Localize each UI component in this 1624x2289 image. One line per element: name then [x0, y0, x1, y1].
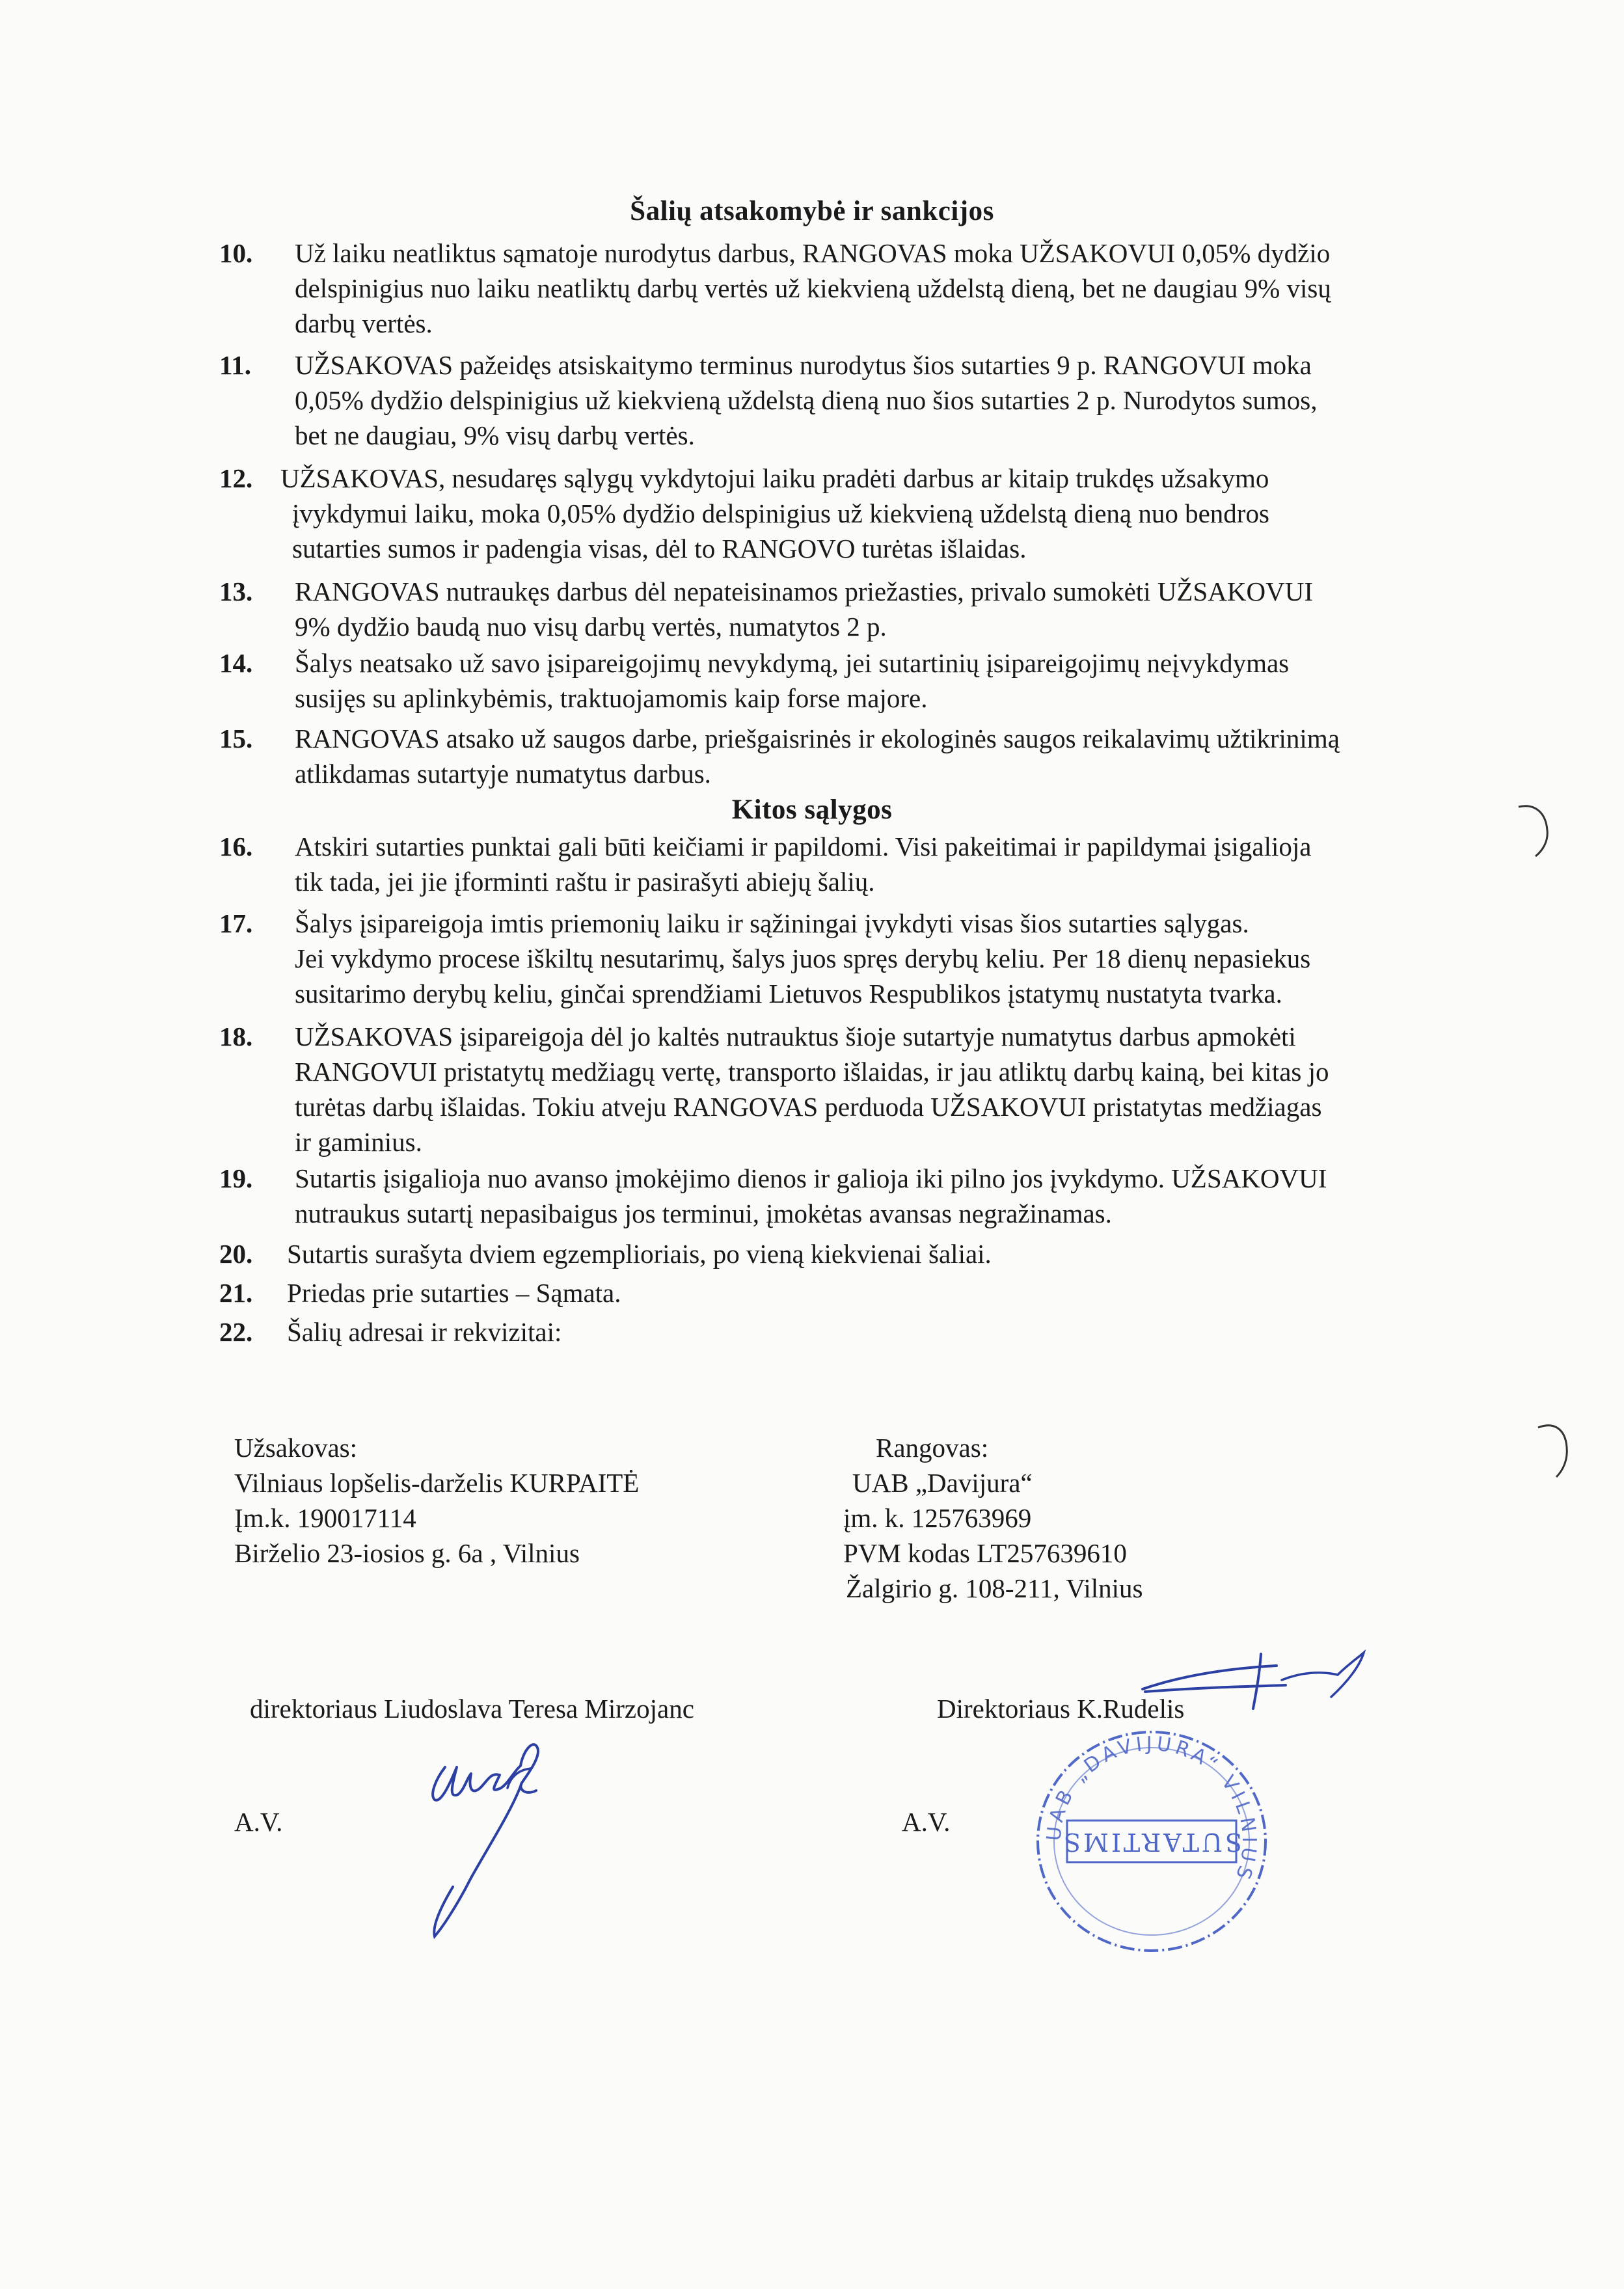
- contractor-name: UAB „Davijura“: [852, 1468, 1033, 1498]
- clause-line: Šalių adresai ir rekvizitai:: [287, 1317, 562, 1347]
- clause-body: [295, 1019, 1329, 1159]
- clause-line: Sutartis įsigalioja nuo avanso įmokėjimo dienos ir galioja iki pilno jos įvykdymo. UŽSAKOVUI: [295, 1163, 1327, 1193]
- clause-number: 12.: [219, 463, 253, 493]
- client-name: Vilniaus lopšelis-darželis KURPAITĖ: [234, 1468, 640, 1498]
- clause-body: [295, 721, 1340, 791]
- clause-number: 10.: [219, 238, 253, 268]
- section-heading-liability: Šalių atsakomybė ir sankcijos: [630, 196, 994, 226]
- clause-line: Už laiku neatliktus sąmatoje nurodytus darbus, RANGOVAS moka UŽSAKOVUI 0,05% dydžio: [295, 238, 1331, 268]
- clause-line: ir gaminius.: [295, 1127, 422, 1157]
- client-signature: [403, 1731, 573, 1945]
- clause-body: [280, 461, 1269, 566]
- clause-body: [295, 906, 1310, 1011]
- clause-number: 13.: [219, 576, 253, 606]
- clause-line: RANGOVUI pristatytų medžiagų vertę, transporto išlaidas, ir jau atliktų darbų kainą, bei kitas jo: [295, 1057, 1329, 1087]
- contractor-vat: PVM kodas LT257639610: [843, 1538, 1127, 1568]
- contractor-code: įm. k. 125763969: [843, 1503, 1032, 1533]
- clause-line: Jei vykdymo procese iškiltų nesutarimų, šalys juos spręs derybų keliu. Per 18 dienų nepasiekus: [295, 943, 1311, 973]
- stamp-center-text: SUTARTIMS: [1061, 1828, 1243, 1856]
- client-details: [234, 1430, 639, 1571]
- clause-body: [295, 1161, 1327, 1231]
- client-stamp-label: A.V.: [234, 1807, 283, 1837]
- clause-number: 22.: [219, 1317, 253, 1347]
- clause-number: 15.: [219, 724, 253, 753]
- clause-body: [295, 347, 1317, 453]
- contractor-role: Rangovas:: [876, 1433, 989, 1463]
- clause-body: [295, 645, 1289, 716]
- clause-line: UŽSAKOVAS įsipareigoja dėl jo kaltės nutrauktus šioje sutartyje numatytus darbus apmokėti: [295, 1022, 1296, 1051]
- clause-line: tik tada, jei jie įforminti raštu ir pasirašyti abiejų šalių.: [295, 867, 875, 897]
- clause-body: [295, 236, 1331, 341]
- clause-number: 16.: [219, 832, 253, 861]
- clause-line: Priedas prie sutarties – Sąmata.: [287, 1278, 621, 1308]
- contractor-signatory: Direktoriaus K.Rudelis: [937, 1694, 1185, 1724]
- section-heading-other: Kitos sąlygos: [731, 794, 893, 825]
- clause-line: turėtas darbų išlaidas. Tokiu atveju RANGOVAS perduoda UŽSAKOVUI pristatytas medžiagas: [295, 1092, 1322, 1122]
- clause-line: 0,05% dydžio delspinigius už kiekvieną uždelstą dieną nuo šios sutarties 2 p. Nurodytos sumos,: [295, 385, 1318, 415]
- clause-line: susijęs su aplinkybėmis, traktuojamomis kaip forse majore.: [295, 683, 928, 713]
- clause-line: darbų vertės.: [295, 308, 433, 338]
- stamp-outer-text: UAB „DAVIJURA“ VILNIUS: [1042, 1732, 1261, 1886]
- clause-line: RANGOVAS atsako už saugos darbe, priešgaisrinės ir ekologinės saugos reikalavimų užtikrinimą: [295, 724, 1340, 753]
- clause-body: [295, 829, 1311, 899]
- clause-line: UŽSAKOVAS, nesudaręs sąlygų vykdytojui laiku pradėti darbus ar kitaip trukdęs užsakymo: [280, 463, 1269, 493]
- clause-body: [287, 1236, 992, 1271]
- clause-line: UŽSAKOVAS pažeidęs atsiskaitymo terminus nurodytus šios sutarties 9 p. RANGOVUI moka: [295, 350, 1312, 380]
- clause-body: [295, 574, 1313, 644]
- clause-line: RANGOVAS nutraukęs darbus dėl nepateisinamos priežasties, privalo sumokėti UŽSAKOVUI: [295, 576, 1313, 606]
- clause-line: susitarimo derybų keliu, ginčai sprendžiami Lietuvos Respublikos įstatymų nustatyta tvarka.: [295, 979, 1282, 1009]
- contractor-signature: [1132, 1646, 1373, 1718]
- clause-body: [287, 1275, 621, 1310]
- clause-line: 9% dydžio baudą nuo visų darbų vertės, numatytos 2 p.: [295, 612, 887, 642]
- clause-line: įvykdymui laiku, moka 0,05% dydžio delspinigius už kiekvieną uždelstą dieną nuo bendros: [292, 498, 1269, 528]
- company-stamp: [1022, 1718, 1282, 1965]
- client-role: Užsakovas:: [234, 1433, 358, 1463]
- clause-number: 17.: [219, 908, 253, 938]
- clause-line: delspinigius nuo laiku neatliktų darbų vertės už kiekvieną uždelstą dieną, bet ne daugiau 9% visų: [295, 273, 1331, 303]
- clause-line: bet ne daugiau, 9% visų darbų vertės.: [295, 420, 695, 450]
- clause-line: Sutartis surašyta dviem egzemplioriais, po vieną kiekvienai šaliai.: [287, 1239, 992, 1269]
- clause-number: 19.: [219, 1163, 253, 1193]
- clause-line: atlikdamas sutartyje numatytus darbus.: [295, 759, 711, 789]
- clause-line: sutarties sumos ir padengia visas, dėl to RANGOVO turėtas išlaidas.: [292, 534, 1027, 563]
- client-code: Įm.k. 190017114: [234, 1503, 416, 1533]
- contractor-address: Žalgirio g. 108-211, Vilnius: [846, 1573, 1143, 1603]
- clause-number: 18.: [219, 1022, 253, 1051]
- clause-line: Atskiri sutarties punktai gali būti keičiami ir papildomi. Visi pakeitimai ir papildymai įsigalioja: [295, 832, 1312, 861]
- contractor-stamp-label: A.V.: [902, 1807, 951, 1837]
- clause-line: nutraukus sutartį nepasibaigus jos terminui, įmokėtas avansas negražinamas.: [295, 1199, 1112, 1228]
- punch-hole-mark: [1516, 800, 1555, 878]
- clause-line: Šalys neatsako už savo įsipareigojimų nevykdymą, jei sutartinių įsipareigojimų neįvykdymas: [295, 648, 1290, 678]
- clause-number: 11.: [219, 350, 251, 380]
- clause-line: Šalys įsipareigoja imtis priemonių laiku ir sąžiningai įvykdyti visas šios sutarties sąlygas.: [295, 908, 1249, 938]
- clause-body: [287, 1314, 562, 1349]
- contractor-details: [843, 1430, 1143, 1606]
- clause-number: 20.: [219, 1239, 253, 1269]
- punch-hole-mark: [1536, 1418, 1575, 1497]
- clause-number: 14.: [219, 648, 253, 678]
- clause-number: 21.: [219, 1278, 253, 1308]
- client-signatory: direktoriaus Liudoslava Teresa Mirzojanc: [250, 1694, 694, 1724]
- client-address: Birželio 23-iosios g. 6a , Vilnius: [234, 1538, 580, 1568]
